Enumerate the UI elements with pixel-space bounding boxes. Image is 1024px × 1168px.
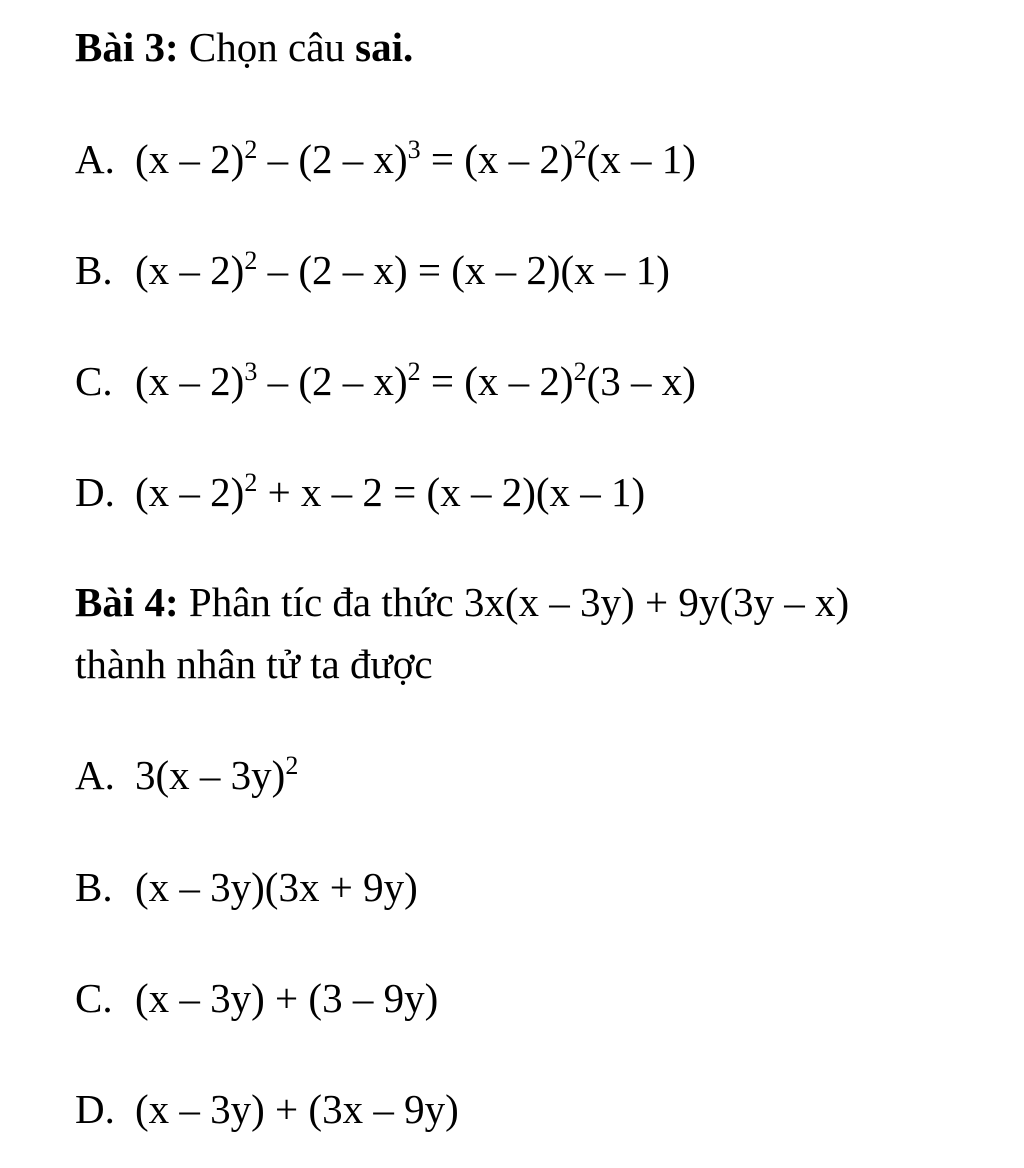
option-expression: (x – 3y) + (3 – 9y) bbox=[135, 975, 439, 1021]
q3-label: Bài 3: bbox=[75, 24, 179, 70]
option-label: D. bbox=[75, 1086, 115, 1132]
option-label: D. bbox=[75, 469, 115, 515]
q3-option-b[interactable] bbox=[75, 246, 670, 294]
q3-option-d[interactable] bbox=[75, 468, 645, 516]
option-label: B. bbox=[75, 864, 113, 910]
option-expression: (x – 2)$^3$ – (2 – x)$^2$ = (x – 2)$^2$(3 – x) bbox=[135, 357, 696, 404]
q3-option-a[interactable] bbox=[75, 135, 696, 183]
q4-label: Bài 4: bbox=[75, 579, 179, 625]
option-label: A. bbox=[75, 136, 115, 182]
q4-prompt-line1: Phân tíc đa thức 3x(x – 3y) + 9y(3y – x) bbox=[188, 579, 850, 625]
q4-prompt-line2: thành nhân tử ta được bbox=[75, 641, 433, 687]
q3-heading bbox=[75, 23, 413, 71]
q4-option-b[interactable] bbox=[75, 863, 418, 911]
q4-option-d[interactable] bbox=[75, 1085, 459, 1133]
option-expression: (x – 2)$^2$ – (2 – x) = (x – 2)(x – 1) bbox=[135, 246, 670, 293]
q4-option-c[interactable] bbox=[75, 974, 438, 1022]
q3-prompt: Chọn câu bbox=[188, 24, 345, 70]
option-label: C. bbox=[75, 358, 113, 404]
option-expression: (x – 3y)(3x + 9y) bbox=[135, 864, 418, 910]
option-label: A. bbox=[75, 752, 115, 798]
option-label: C. bbox=[75, 975, 113, 1021]
option-label: B. bbox=[75, 247, 113, 293]
option-expression: (x – 2)$^2$ + x – 2 = (x – 2)(x – 1) bbox=[135, 468, 646, 515]
q4-option-a[interactable] bbox=[75, 751, 298, 799]
q4-heading bbox=[75, 578, 849, 626]
option-expression: (x – 2)$^2$ – (2 – x)$^3$ = (x – 2)$^2$(x – 1) bbox=[135, 135, 696, 182]
option-expression: 3(x – 3y)$^2$ bbox=[135, 751, 299, 798]
q3-emphasis: sai. bbox=[355, 24, 414, 70]
option-expression: (x – 3y) + (3x – 9y) bbox=[135, 1086, 459, 1132]
q3-option-c[interactable] bbox=[75, 357, 696, 405]
